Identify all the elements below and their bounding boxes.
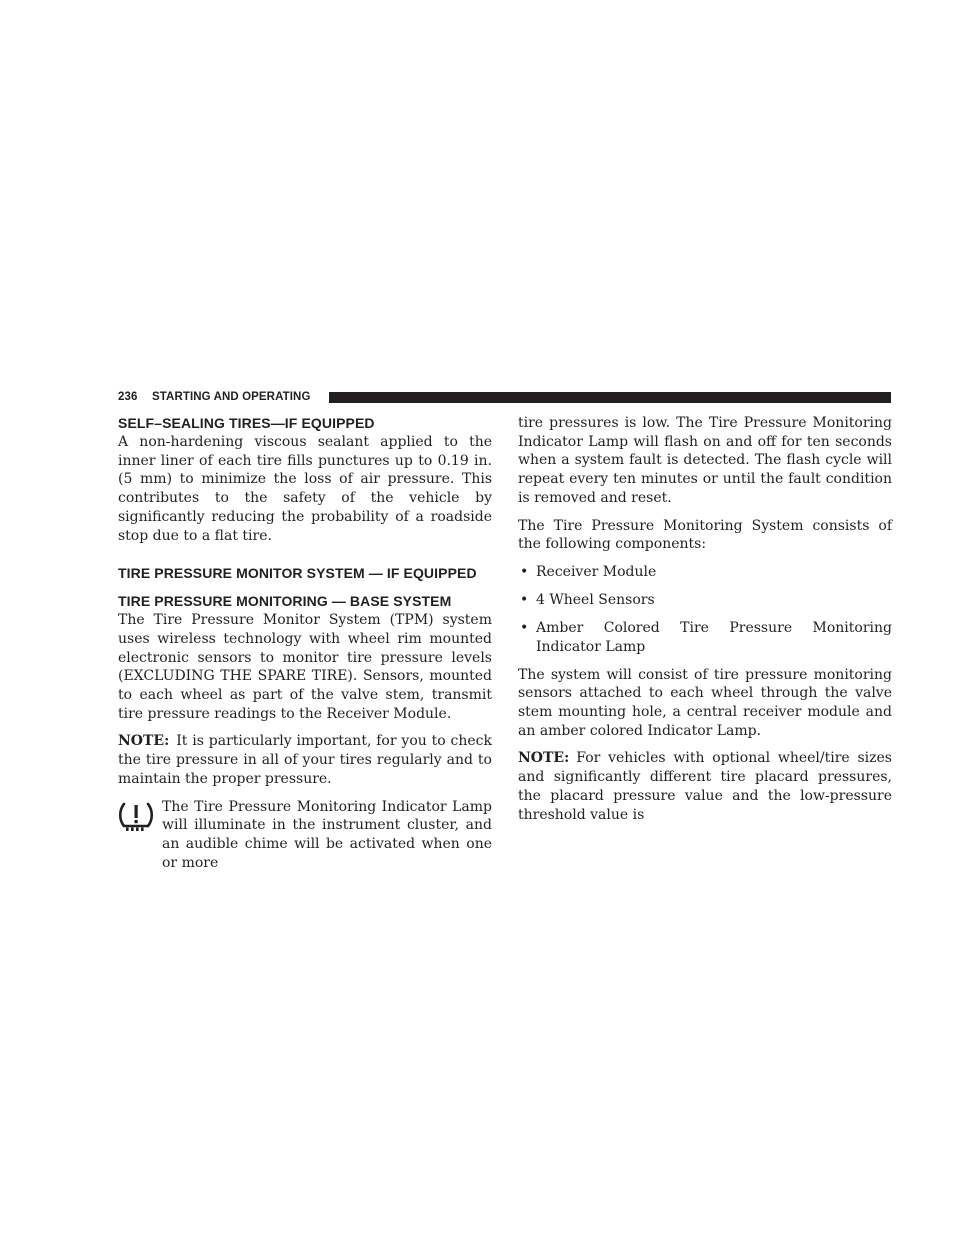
note-label: NOTE: (118, 733, 170, 750)
page-number: 236 (118, 391, 138, 403)
note-paragraph-2 (518, 749, 892, 824)
paragraph-self-sealing: A non-hardening viscous sealant applied to the inner liner of each tire fills punctures up to 0.19 in. (5 mm) to minimize the loss of air pressure. This contributes to the safety of the vehicle by significantly reducing the probability of a roadside stop due to a flat tire. (118, 434, 492, 544)
list-item-text: Amber Colored Tire Pressure Monitoring Indicator Lamp (536, 619, 892, 655)
note-label: NOTE: (518, 750, 570, 767)
heading-self-sealing: SELF–SEALING TIRES—IF EQUIPPED (118, 415, 375, 431)
bullet: • (520, 591, 529, 608)
paragraph-indicator-lamp: The Tire Pressure Monitoring Indicator Lamp will illuminate in the instrument cluster, and an audible chime will be activated when one or more (162, 798, 492, 871)
list-item-text: Receiver Module (536, 563, 657, 580)
paragraph-base-system: The Tire Pressure Monitor System (TPM) system uses wireless technology with wheel rim mounted electronic sensors to monitor tire pressure levels (EXCLUDING THE SPARE TIRE). Sensors, mounted to each wheel as part of the valve stem, transmit tire pressure readings to the Receiver Module. (118, 612, 492, 722)
bullet: • (520, 563, 529, 580)
left-column (118, 414, 492, 872)
tire-pressure-warning-icon (118, 800, 154, 832)
note-text: For vehicles with optional wheel/tire sizes and significantly different tire placard pressures, the placard pressure value and the low-pressure threshold value is (518, 750, 892, 823)
right-column (518, 414, 892, 824)
header-bar (329, 392, 891, 403)
bullet: • (520, 619, 529, 636)
paragraph-consists: The Tire Pressure Monitoring System consists of the following components: (518, 517, 892, 553)
list-item (518, 591, 892, 610)
heading-base-system: TIRE PRESSURE MONITORING — BASE SYSTEM (118, 593, 452, 610)
heading-tpms: TIRE PRESSURE MONITOR SYSTEM — IF EQUIPPED (118, 565, 477, 582)
page-header (118, 390, 891, 404)
section-title: STARTING AND OPERATING (152, 391, 311, 403)
list-item (518, 563, 892, 582)
components-list (518, 563, 892, 656)
list-item-text: 4 Wheel Sensors (536, 591, 655, 608)
lamp-paragraph-block (118, 798, 492, 873)
paragraph-system: The system will consist of tire pressure monitoring sensors attached to each wheel through the valve stem mounting hole, a central receiver module and an amber colored Indicator Lamp. (518, 666, 892, 739)
note-text: It is particularly important, for you to check the tire pressure in all of your tires regularly and to maintain the proper pressure. (118, 733, 492, 787)
list-item (518, 619, 892, 656)
paragraph-continued: tire pressures is low. The Tire Pressure Monitoring Indicator Lamp will flash on and off for ten seconds when a system fault is detected. The flash cycle will repeat every ten minutes or until the fault condition is removed and reset. (518, 415, 892, 506)
note-paragraph (118, 732, 492, 788)
